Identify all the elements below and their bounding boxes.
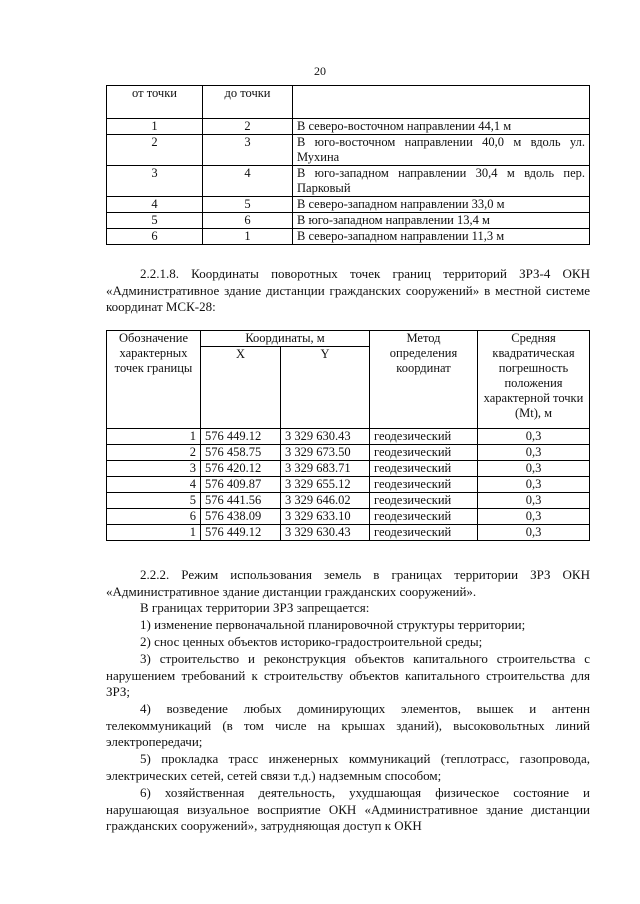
to-point: 5 xyxy=(203,197,293,213)
header-y: Y xyxy=(281,347,370,429)
error-value: 0,3 xyxy=(478,461,590,477)
y-value: 3 329 630.43 xyxy=(281,525,370,541)
page-number: 20 xyxy=(314,64,326,78)
to-point: 4 xyxy=(203,166,293,197)
table-row xyxy=(107,119,590,135)
table-row xyxy=(107,135,590,166)
header-method: Метод определения координат xyxy=(370,331,478,429)
point-number: 1 xyxy=(107,429,201,445)
header-to-point: до точки xyxy=(203,86,293,119)
prohibitions-intro: В границах территории ЗРЗ запрещается: xyxy=(140,600,370,615)
boundary-directions-table xyxy=(106,85,590,245)
from-point: 4 xyxy=(107,197,203,213)
prohibition-item: 3) строительство и реконструкция объектов капитального строительства с нарушением требований к строительству объектов капитального строительства для ЗРЗ; xyxy=(106,651,590,699)
y-value: 3 329 683.71 xyxy=(281,461,370,477)
point-number: 6 xyxy=(107,509,201,525)
table-row xyxy=(107,445,590,461)
table-row xyxy=(107,229,590,245)
prohibition-item: 6) хозяйственная деятельность, ухудшающая физическое состояние и нарушающая визуальное восприятие ОКН «Административное здание дистанции гражданских сооружений», затрудняющая доступ к ОКН xyxy=(106,785,590,833)
x-value: 576 449.12 xyxy=(201,429,281,445)
direction-description: В северо-восточном направлении 44,1 м xyxy=(293,119,590,135)
point-number: 3 xyxy=(107,461,201,477)
prohibition-item: 2) снос ценных объектов историко-градостроительной среды; xyxy=(140,634,483,649)
y-value: 3 329 633.10 xyxy=(281,509,370,525)
point-number: 2 xyxy=(107,445,201,461)
error-value: 0,3 xyxy=(478,493,590,509)
method-value: геодезический xyxy=(370,445,478,461)
coordinates-table xyxy=(106,330,590,541)
method-value: геодезический xyxy=(370,477,478,493)
direction-description: В юго-восточном направлении 40,0 м вдоль ул. Мухина xyxy=(293,135,590,166)
x-value: 576 420.12 xyxy=(201,461,281,477)
table-header-row xyxy=(107,331,590,347)
section-2-2-2-heading: 2.2.2. Режим использования земель в границах территории ЗРЗ ОКН «Административное здание дистанции гражданских сооружений». xyxy=(106,567,590,599)
point-number: 5 xyxy=(107,493,201,509)
table-row xyxy=(107,197,590,213)
table-row xyxy=(107,461,590,477)
x-value: 576 409.87 xyxy=(201,477,281,493)
header-from-point: от точки xyxy=(107,86,203,119)
from-point: 6 xyxy=(107,229,203,245)
method-value: геодезический xyxy=(370,509,478,525)
direction-description: В юго-западном направлении 30,4 м вдоль пер. Парковый xyxy=(293,166,590,197)
y-value: 3 329 646.02 xyxy=(281,493,370,509)
to-point: 2 xyxy=(203,119,293,135)
error-value: 0,3 xyxy=(478,509,590,525)
prohibition-item: 1) изменение первоначальной планировочной структуры территории; xyxy=(140,617,526,632)
table-row xyxy=(107,213,590,229)
point-number: 1 xyxy=(107,525,201,541)
prohibition-item: 4) возведение любых доминирующих элементов, вышек и антенн телекоммуникаций (в том числе на крышах зданий), высоковольтных линий электропередачи; xyxy=(106,701,590,749)
direction-description: В северо-западном направлении 11,3 м xyxy=(293,229,590,245)
table-header-row xyxy=(107,86,590,119)
header-error: Средняя квадратическая погрешность положения характерной точки (Mt), м xyxy=(478,331,590,429)
x-value: 576 438.09 xyxy=(201,509,281,525)
x-value: 576 458.75 xyxy=(201,445,281,461)
header-x: X xyxy=(201,347,281,429)
to-point: 6 xyxy=(203,213,293,229)
x-value: 576 449.12 xyxy=(201,525,281,541)
from-point: 2 xyxy=(107,135,203,166)
table-row xyxy=(107,166,590,197)
direction-description: В юго-западном направлении 13,4 м xyxy=(293,213,590,229)
header-description xyxy=(293,86,590,119)
from-point: 1 xyxy=(107,119,203,135)
table-row xyxy=(107,477,590,493)
table-row xyxy=(107,493,590,509)
to-point: 1 xyxy=(203,229,293,245)
section-2-2-1-8-paragraph: 2.2.1.8. Координаты поворотных точек границ территорий ЗРЗ-4 ОКН «Административное здание дистанции гражданских сооружений» в местной системе координат МСК-28: xyxy=(106,266,590,314)
point-number: 4 xyxy=(107,477,201,493)
y-value: 3 329 630.43 xyxy=(281,429,370,445)
method-value: геодезический xyxy=(370,525,478,541)
y-value: 3 329 655.12 xyxy=(281,477,370,493)
from-point: 5 xyxy=(107,213,203,229)
header-designation: Обозначение характерных точек границы xyxy=(107,331,201,429)
error-value: 0,3 xyxy=(478,445,590,461)
header-coordinates: Координаты, м xyxy=(201,331,370,347)
table-row xyxy=(107,429,590,445)
table-row xyxy=(107,525,590,541)
y-value: 3 329 673.50 xyxy=(281,445,370,461)
method-value: геодезический xyxy=(370,461,478,477)
from-point: 3 xyxy=(107,166,203,197)
table-row xyxy=(107,509,590,525)
error-value: 0,3 xyxy=(478,429,590,445)
direction-description: В северо-западном направлении 33,0 м xyxy=(293,197,590,213)
x-value: 576 441.56 xyxy=(201,493,281,509)
to-point: 3 xyxy=(203,135,293,166)
method-value: геодезический xyxy=(370,429,478,445)
method-value: геодезический xyxy=(370,493,478,509)
prohibition-item: 5) прокладка трасс инженерных коммуникаций (теплотрасс, газопровода, электрических сетей, сетей связи т.д.) надземным способом; xyxy=(106,751,590,783)
error-value: 0,3 xyxy=(478,477,590,493)
error-value: 0,3 xyxy=(478,525,590,541)
